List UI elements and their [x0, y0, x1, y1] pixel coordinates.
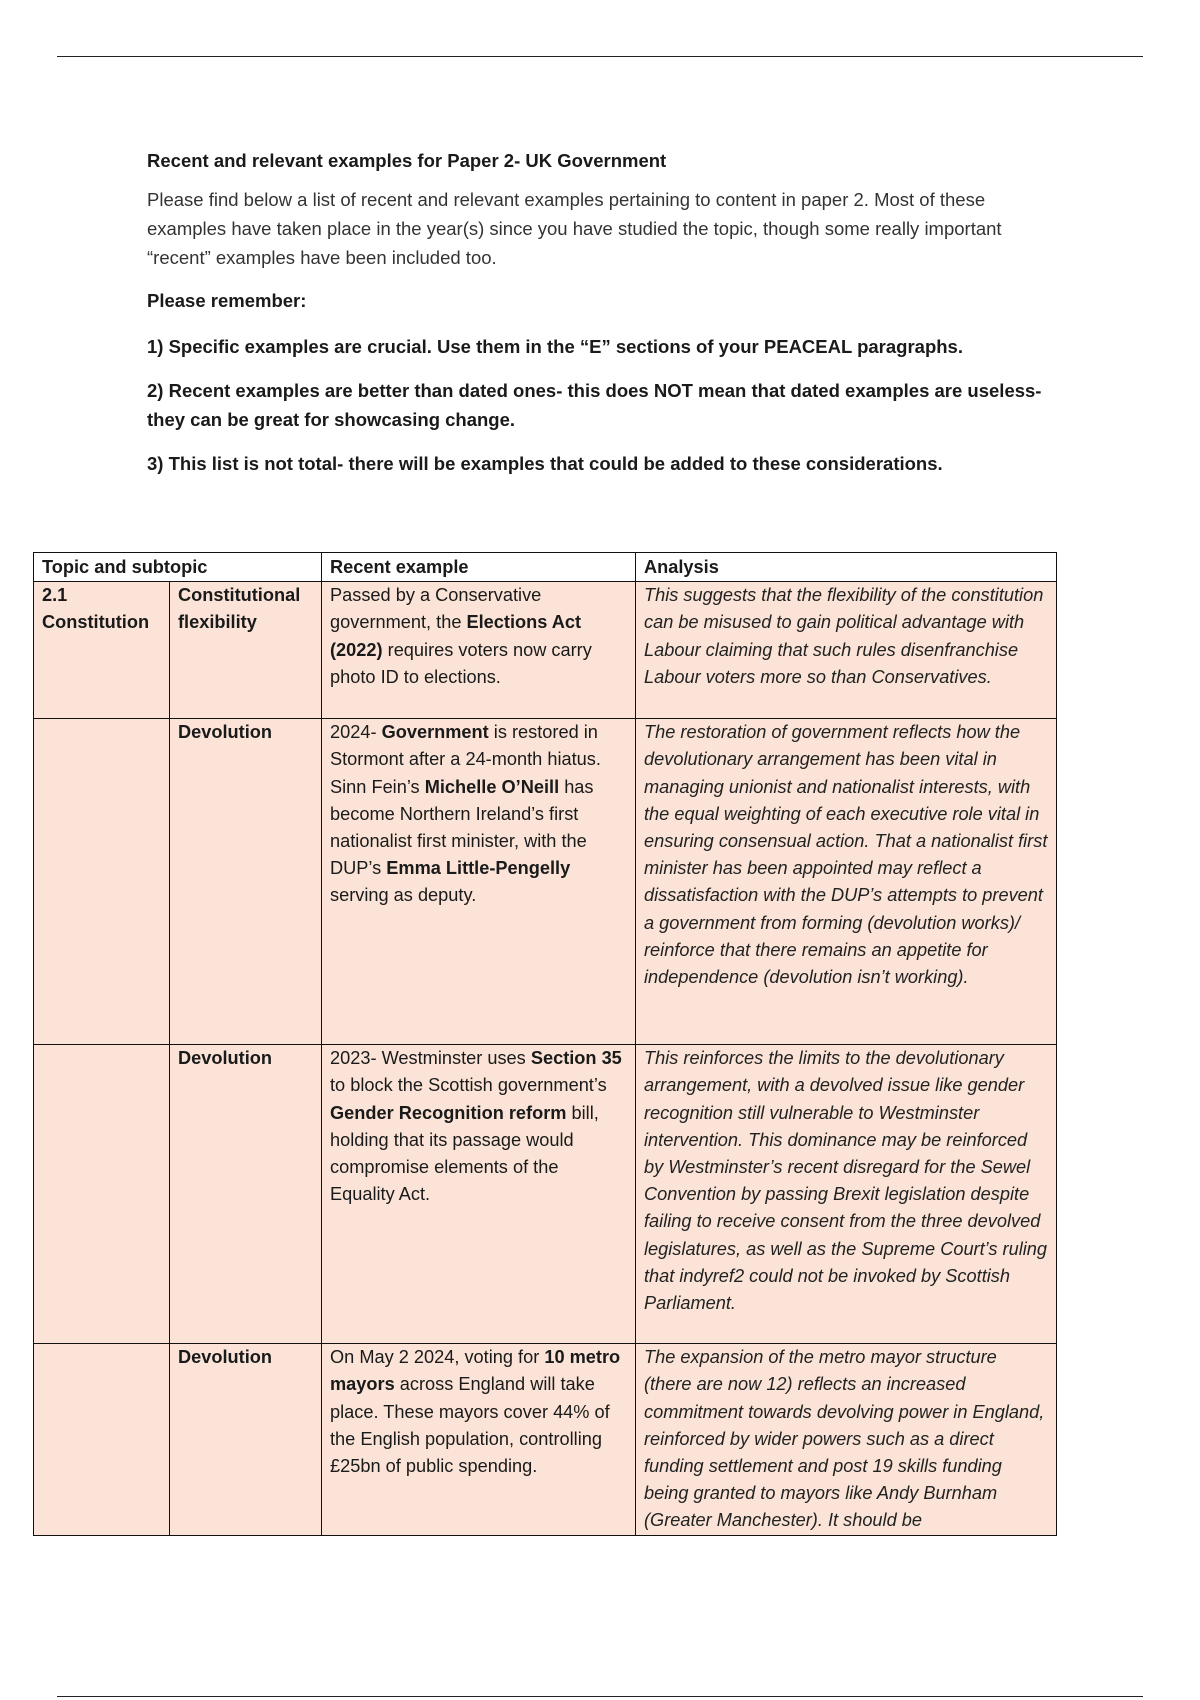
table-header-row: [34, 553, 1057, 582]
header-topic: Topic and subtopic: [34, 553, 322, 582]
table-row: [34, 582, 1057, 719]
point-3: 3) This list is not total- there will be examples that could be added to these considerations.: [147, 453, 943, 474]
table-row: [34, 1045, 1057, 1344]
topic-cell: [34, 1045, 170, 1344]
footer-rule: [57, 1696, 1143, 1697]
analysis-cell: This suggests that the flexibility of the constitution can be misused to gain political advantage with Labour claiming that such rules disenfranchise Labour voters more so than Conservatives.: [636, 582, 1057, 719]
recent-example-cell: 2024- Government is restored in Stormont after a 24-month hiatus. Sinn Fein’s Michelle O’Neill has become Northern Ireland’s first nationalist first minister, with the DUP’s Emma Little-Pengelly serving as deputy.: [322, 719, 636, 1045]
header-analysis: Analysis: [636, 553, 1057, 582]
subtopic-cell: Devolution: [170, 1344, 322, 1535]
examples-table: [33, 552, 1057, 1536]
subtopic-cell: Devolution: [170, 719, 322, 1045]
point-1: 1) Specific examples are crucial. Use them in the “E” sections of your PEACEAL paragraphs.: [147, 336, 963, 357]
subtopic-cell: Devolution: [170, 1045, 322, 1344]
intro-section: [147, 146, 1067, 493]
header-recent: Recent example: [322, 553, 636, 582]
recent-example-cell: Passed by a Conservative government, the Elections Act (2022) requires voters now carry photo ID to elections.: [322, 582, 636, 719]
remember-heading: Please remember:: [147, 290, 307, 311]
analysis-cell: This reinforces the limits to the devolutionary arrangement, with a devolved issue like gender recognition still vulnerable to Westminster intervention. This dominance may be reinforced by Westminster’s recent disregard for the Sewel Convention by passing Brexit legislation despite failing to receive consent from the three devolved legislatures, as well as the Supreme Court’s ruling that indyref2 could not be invoked by Scottish Parliament.: [636, 1045, 1057, 1344]
recent-example-cell: On May 2 2024, voting for 10 metro mayors across England will take place. These mayors cover 44% of the English population, controlling £25bn of public spending.: [322, 1344, 636, 1535]
table-row: [34, 719, 1057, 1045]
analysis-cell: The expansion of the metro mayor structure (there are now 12) reflects an increased commitment towards devolving power in England, reinforced by wider powers such as a direct funding settlement and post 19 skills funding being granted to mayors like Andy Burnham (Greater Manchester). It should be: [636, 1344, 1057, 1535]
topic-cell: 2.1 Constitution: [34, 582, 170, 719]
point-2: 2) Recent examples are better than dated ones- this does NOT mean that dated examples are useless- they can be great for showcasing change.: [147, 380, 1042, 430]
topic-cell: [34, 1344, 170, 1535]
table-row: [34, 1344, 1057, 1535]
intro-paragraph: Please find below a list of recent and relevant examples pertaining to content in paper 2. Most of these examples have taken place in the year(s) since you have studied the topic, though some really important “recent” examples have been included too.: [147, 189, 1002, 268]
subtopic-cell: Constitutional flexibility: [170, 582, 322, 719]
document-title: Recent and relevant examples for Paper 2- UK Government: [147, 150, 667, 171]
recent-example-cell: 2023- Westminster uses Section 35 to block the Scottish government’s Gender Recognition reform bill, holding that its passage would compromise elements of the Equality Act.: [322, 1045, 636, 1344]
topic-cell: [34, 719, 170, 1045]
analysis-cell: The restoration of government reflects how the devolutionary arrangement has been vital in managing unionist and nationalist interests, with the equal weighting of each executive role vital in ensuring consensual action. That a nationalist first minister has been appointed may reflect a dissatisfaction with the DUP’s attempts to prevent a government from forming (devolution works)/ reinforce that there remains an appetite for independence (devolution isn’t working).: [636, 719, 1057, 1045]
header-rule: [57, 56, 1143, 57]
